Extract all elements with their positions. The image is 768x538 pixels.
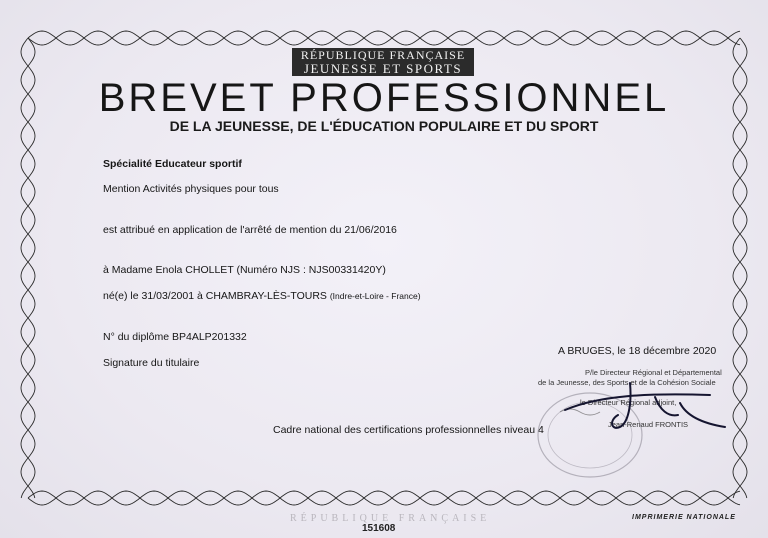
stamp-line-4: Jean-Renaud FRONTIS <box>608 420 689 429</box>
holder-signature-label: Signature du titulaire <box>103 357 200 369</box>
diploma-title: BREVET PROFESSIONNEL <box>98 76 670 120</box>
stamp-line-3: le Directeur Régional adjoint, <box>580 398 677 407</box>
printer-mark: IMPRIMERIE NATIONALE <box>632 514 736 521</box>
diploma-subtitle: DE LA JEUNESSE, DE L'ÉDUCATION POPULAIRE ET DU SPORT <box>169 118 599 134</box>
birth-line <box>103 290 421 302</box>
place-date: A BRUGES, le 18 décembre 2020 <box>558 345 717 357</box>
footer-republic: RÉPUBLIQUE FRANÇAISE <box>290 513 491 524</box>
stamp-line-1: P/le Directeur Régional et Départemental <box>585 368 722 377</box>
birth-place-detail: (Indre-et-Loire - France) <box>329 291 421 301</box>
birth-text: né(e) le 31/03/2001 à CHAMBRAY-LÈS-TOURS <box>103 290 327 302</box>
serial-number: 151608 <box>362 523 396 534</box>
speciality-line: Spécialité Educateur sportif <box>103 158 242 170</box>
diploma-number: N° du diplôme BP4ALP201332 <box>103 331 247 343</box>
framework-line: Cadre national des certifications professionnelles niveau 4 <box>273 424 544 436</box>
republic-label: RÉPUBLIQUE FRANÇAISE <box>300 48 466 62</box>
mention-line: Mention Activités physiques pour tous <box>103 183 279 195</box>
republic-banner <box>292 48 474 76</box>
holder-line: à Madame Enola CHOLLET (Numéro NJS : NJS00331420Y) <box>103 264 386 276</box>
handwritten-signature <box>560 375 730 445</box>
stamp-line-2: de la Jeunesse, des Sports et de la Cohésion Sociale <box>538 378 716 387</box>
attribution-line: est attribué en application de l'arrêté de mention du 21/06/2016 <box>103 224 397 236</box>
ministry-label: JEUNESSE ET SPORTS <box>303 61 463 76</box>
